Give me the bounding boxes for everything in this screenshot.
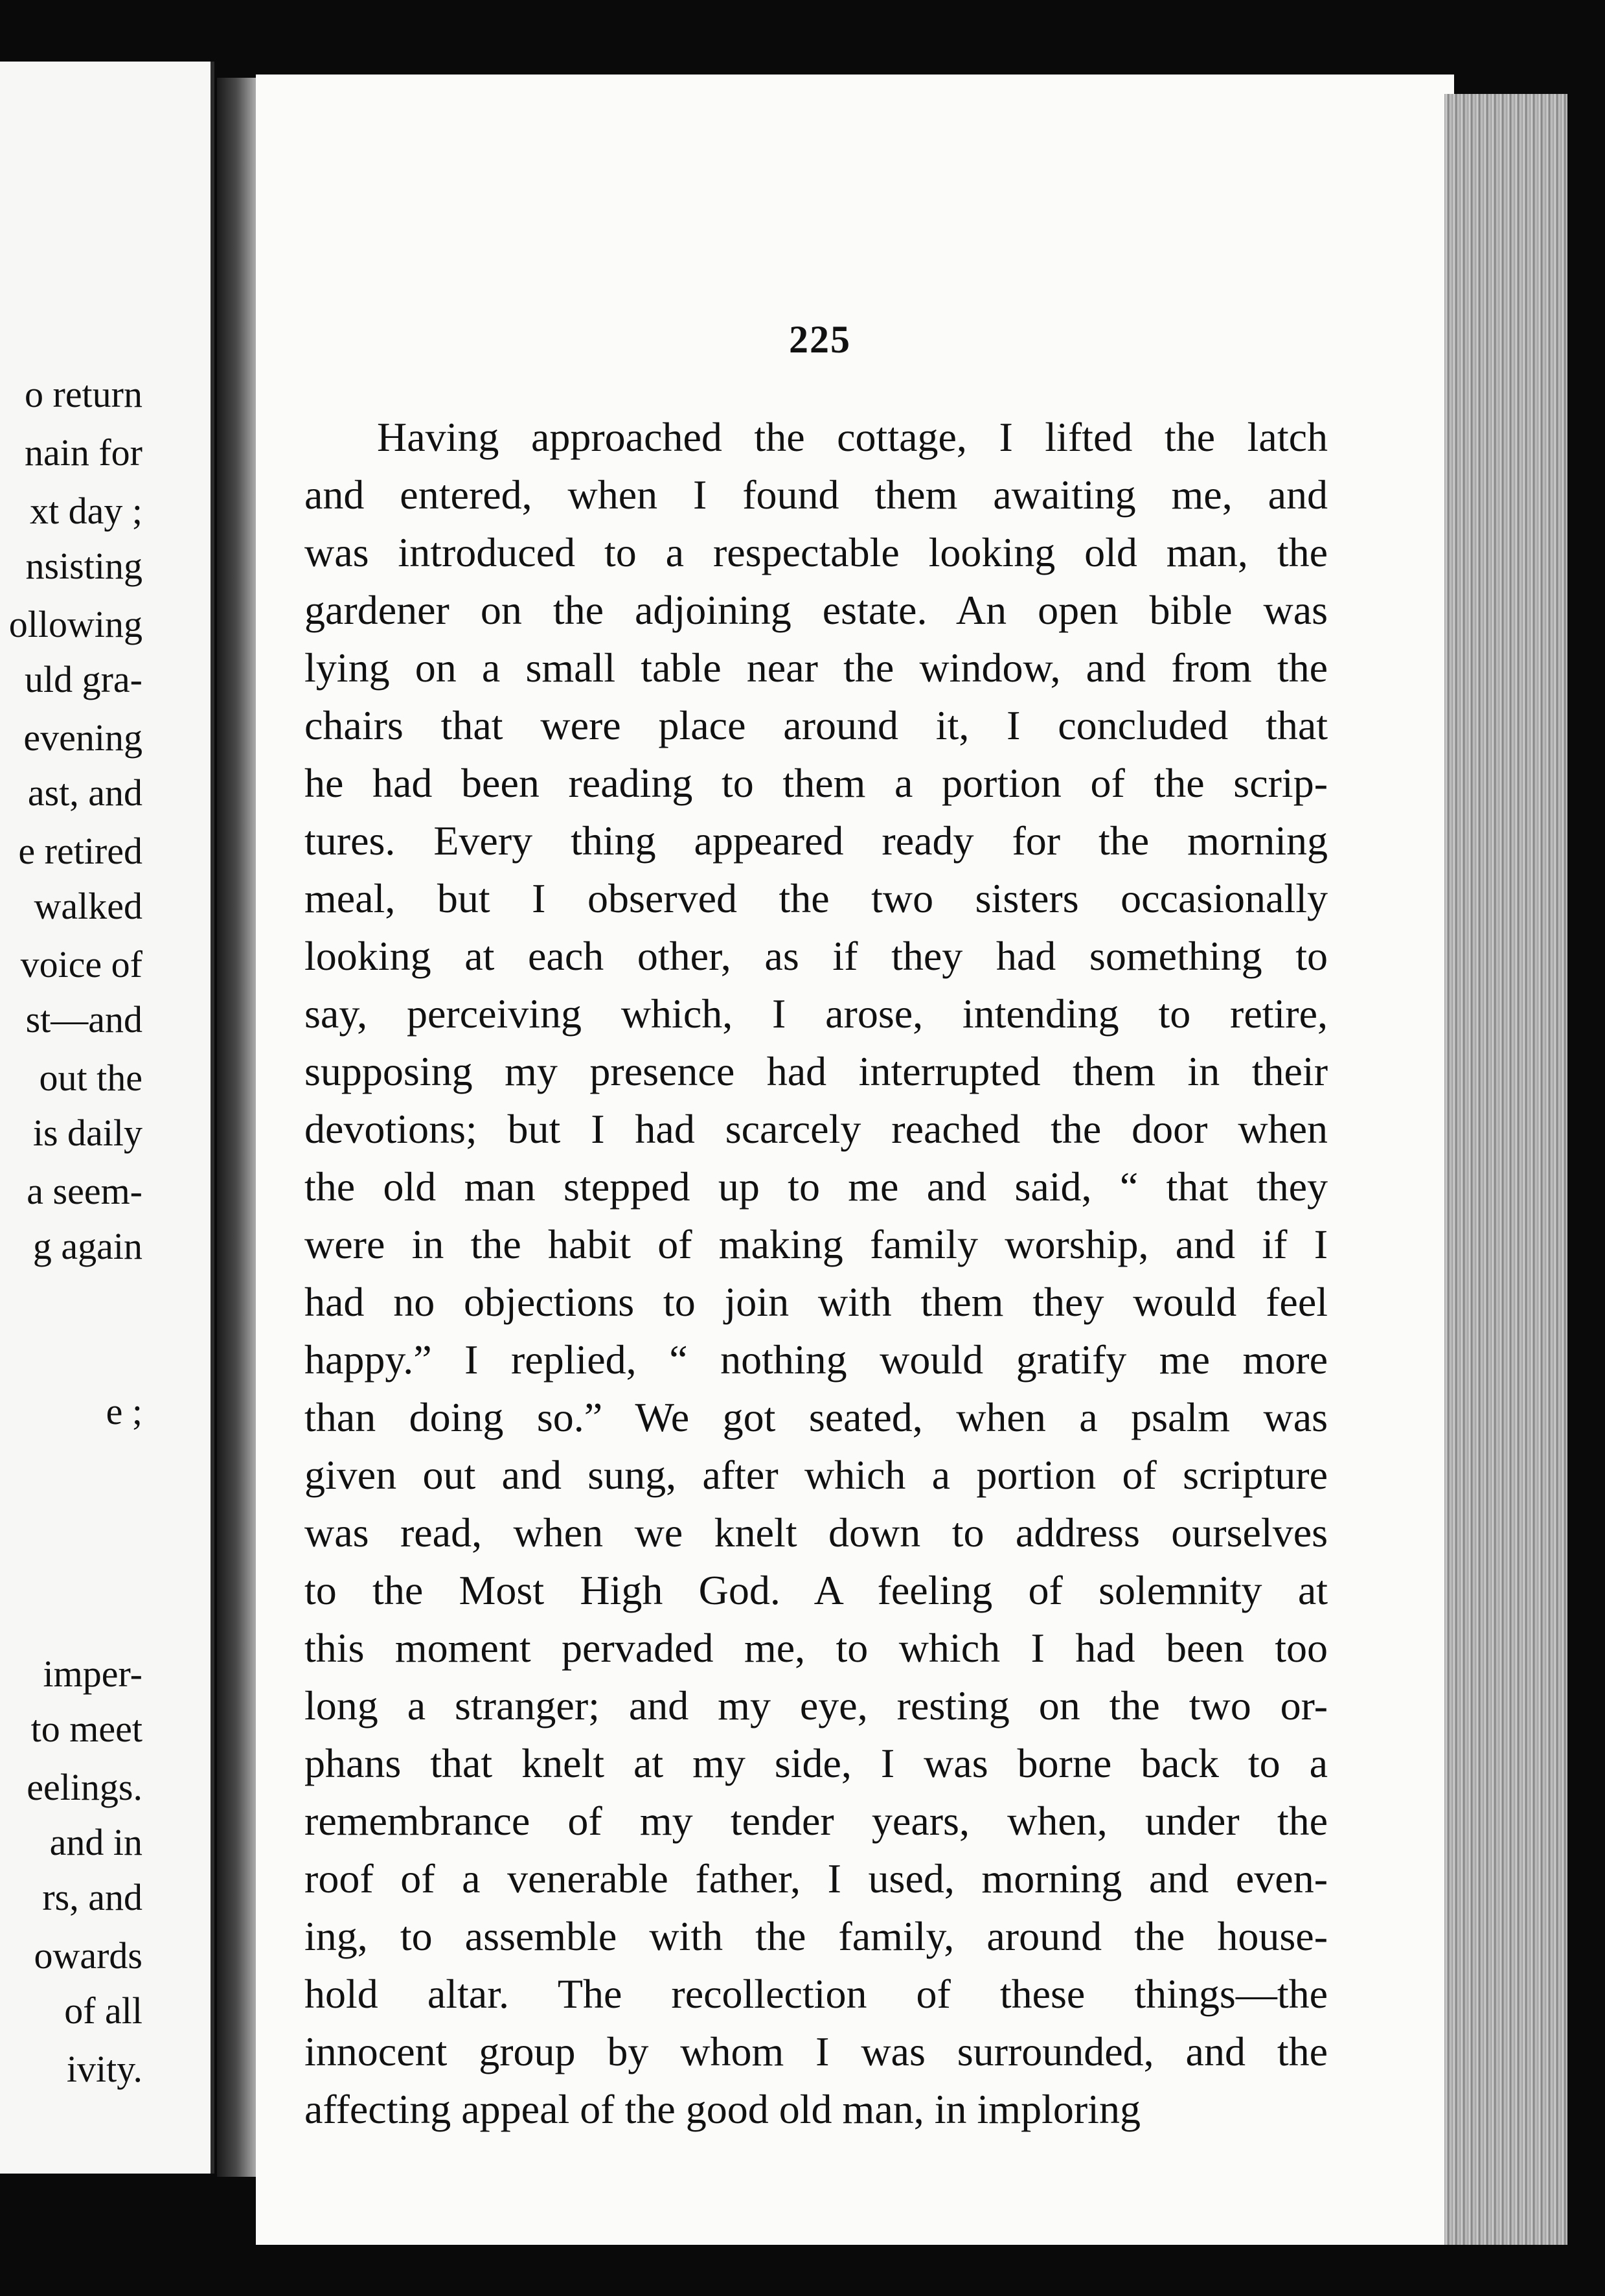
left-page-line: of all [64, 1990, 142, 2032]
left-page-line: nain for [25, 431, 142, 474]
left-page [0, 62, 214, 2174]
text-line: tures. Every thing appeared ready for the morning [304, 818, 1328, 864]
left-page-line: ast, and [27, 772, 142, 814]
left-page-line: ivity. [66, 2048, 142, 2090]
text-line: this moment pervaded me, to which I had been too [304, 1625, 1328, 1671]
text-line: remembrance of my tender years, when, under the [304, 1798, 1328, 1844]
left-page-line: st—and [25, 998, 142, 1040]
text-line: meal, but I observed the two sisters occasionally [304, 875, 1328, 921]
body-text [304, 408, 1328, 2138]
text-line: supposing my presence had interrupted them in their [304, 1048, 1328, 1094]
text-line: than doing so.” We got seated, when a psalm was [304, 1394, 1328, 1440]
text-line: say, perceiving which, I arose, intending to retire, [304, 991, 1328, 1037]
text-line: phans that knelt at my side, I was borne back to a [304, 1740, 1328, 1786]
left-page-line: owards [34, 1934, 142, 1977]
left-page-line: voice of [20, 943, 142, 985]
text-line: hold altar. The recollection of these things—the [304, 1971, 1328, 2017]
text-line: happy.” I replied, “ nothing would gratify me more [304, 1337, 1328, 1383]
left-page-line: rs, and [42, 1876, 142, 1918]
text-line: given out and sung, after which a portion of scripture [304, 1452, 1328, 1498]
text-line: innocent group by whom I was surrounded, and the [304, 2028, 1328, 2074]
left-page-line: to meet [30, 1708, 142, 1750]
text-line: he had been reading to them a portion of the scrip- [304, 760, 1328, 806]
left-page-line: a seem- [27, 1170, 142, 1212]
left-page-line: and in [49, 1821, 142, 1863]
text-line: roof of a venerable father, I used, morning and even- [304, 1855, 1328, 1901]
text-line: gardener on the adjoining estate. An open bible was [304, 587, 1328, 633]
text-line: chairs that were place around it, I concluded that [304, 702, 1328, 748]
text-line: ing, to assemble with the family, around the house- [304, 1913, 1328, 1959]
page-edges [1444, 94, 1567, 2245]
text-line: was read, when we knelt down to address ourselves [304, 1510, 1328, 1556]
text-line: lying on a small table near the window, and from the [304, 645, 1328, 691]
text-line: long a stranger; and my eye, resting on the two or- [304, 1682, 1328, 1728]
left-page-line: o return [25, 373, 142, 415]
left-page-line: out the [39, 1057, 142, 1099]
left-page-line: e retired [18, 830, 142, 872]
text-line: were in the habit of making family worship, and if I [304, 1221, 1328, 1267]
text-line: had no objections to join with them they would feel [304, 1279, 1328, 1325]
text-line: and entered, when I found them awaiting me, and [304, 472, 1328, 518]
page-number: 225 [789, 318, 851, 361]
left-page-line: uld gra- [25, 658, 142, 700]
left-page-line: xt day ; [30, 490, 142, 532]
text-line: was introduced to a respectable looking old man, the [304, 529, 1328, 575]
text-line: devotions; but I had scarcely reached the door when [304, 1106, 1328, 1152]
text-line: Having approached the cottage, I lifted the latch [377, 414, 1328, 460]
text-line: the old man stepped up to me and said, “ that they [304, 1164, 1328, 1210]
left-page-line: is daily [32, 1112, 142, 1154]
left-page-line: nsisting [25, 545, 142, 587]
left-page-line: eelings. [27, 1766, 142, 1808]
text-line: looking at each other, as if they had something to [304, 933, 1328, 979]
left-page-line: e ; [106, 1390, 142, 1432]
left-page-line: imper- [43, 1653, 142, 1695]
text-line: to the Most High God. A feeling of solemnity at [304, 1567, 1328, 1613]
left-page-line: ollowing [8, 603, 142, 645]
background-edge [1567, 94, 1605, 2245]
left-page-line: g again [32, 1225, 142, 1267]
left-page-line: walked [34, 885, 142, 927]
text-line: affecting appeal of the good old man, in imploring [304, 2086, 1141, 2132]
left-page-line: evening [23, 717, 142, 759]
